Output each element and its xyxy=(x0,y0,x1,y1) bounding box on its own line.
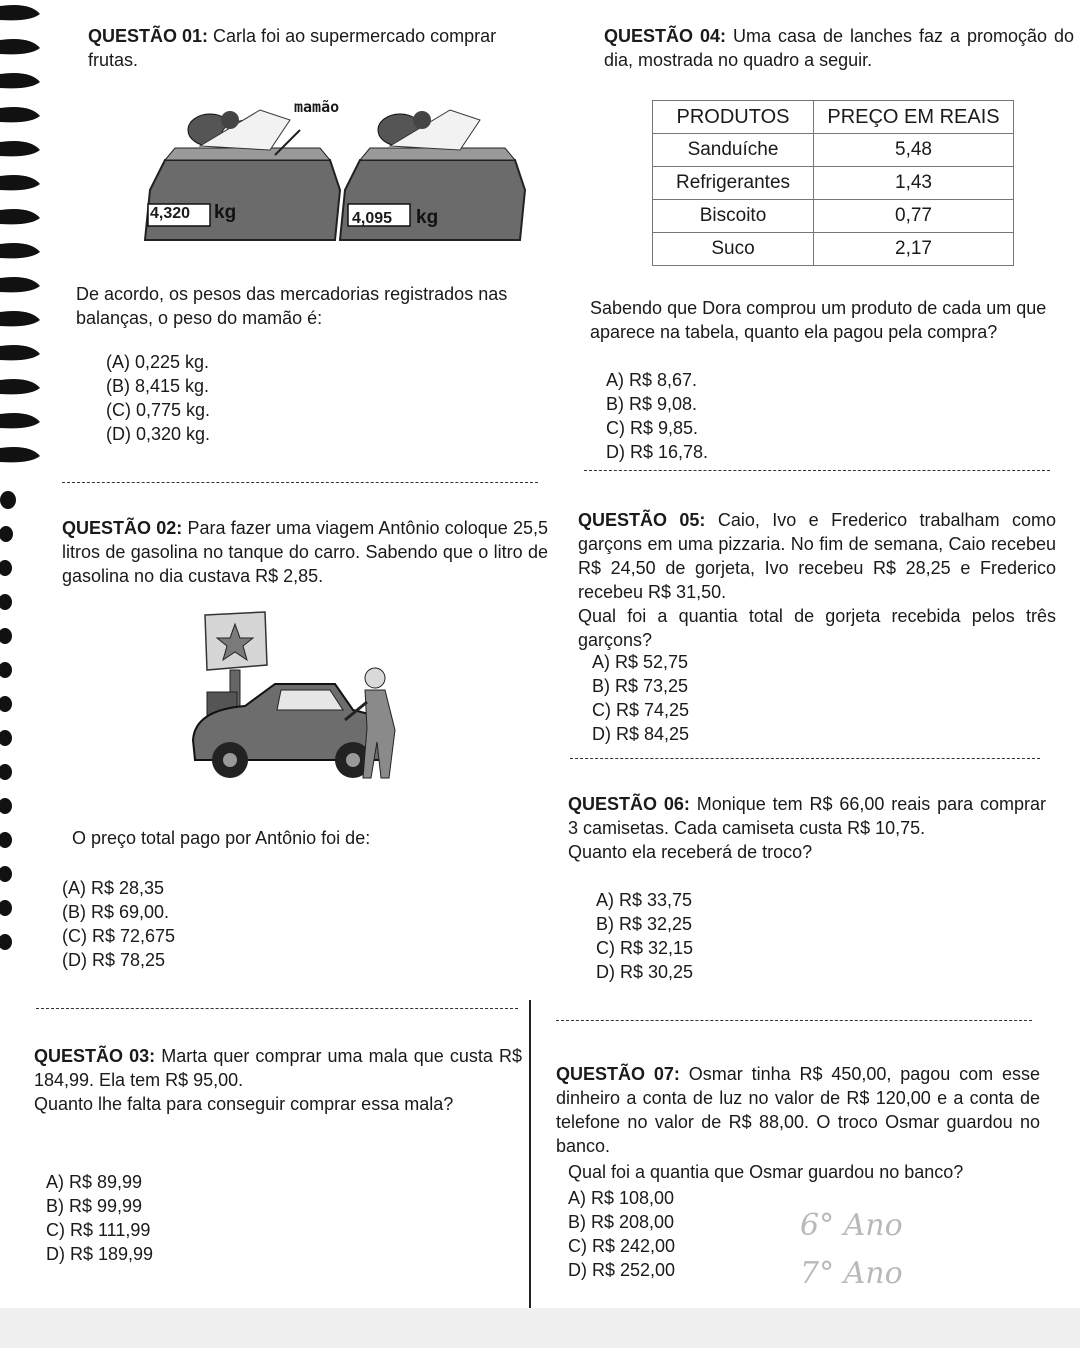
question-7-intro: QUESTÃO 07: Osmar tinha R$ 450,00, pagou com esse dinheiro a conta de luz no valor de R$ 120,00 e a conta de telefone no valor de R$ 88,00. O troco Osmar guardou no banco. xyxy=(556,1064,1040,1156)
question-1-title: QUESTÃO 01: xyxy=(88,26,209,46)
product-price: 5,48 xyxy=(814,134,1014,167)
option-b[interactable]: B) R$ 9,08. xyxy=(606,394,698,414)
option-d[interactable]: D) R$ 30,25 xyxy=(596,962,694,982)
separator xyxy=(570,758,1040,759)
option-b[interactable]: B) R$ 99,99 xyxy=(46,1196,143,1216)
product-price: 1,43 xyxy=(814,167,1014,200)
separator xyxy=(36,1008,518,1009)
question-7-title: QUESTÃO 07: xyxy=(556,1064,680,1084)
question-6 xyxy=(568,792,1046,864)
question-2-prompt: O preço total pago por Antônio foi de: xyxy=(72,828,371,848)
option-c[interactable]: C) R$ 32,15 xyxy=(596,938,694,958)
question-3-title: QUESTÃO 03: xyxy=(34,1046,156,1066)
question-4-title: QUESTÃO 04: xyxy=(604,26,726,46)
question-2-intro: QUESTÃO 02: Para fazer uma viagem Antônio coloque 25,5 litros de gasolina no tanque do carro. Sabendo que o litro de gasolina no dia custava R$ 2,85. xyxy=(62,518,548,586)
option-c[interactable]: C) R$ 74,25 xyxy=(592,700,690,720)
question-6-options xyxy=(596,888,693,984)
table-header-price: PREÇO EM REAIS xyxy=(814,101,1014,134)
scale-right-reading: 4,095 xyxy=(352,210,393,227)
option-d[interactable]: D) R$ 252,00 xyxy=(568,1260,676,1280)
table-row xyxy=(653,200,1014,233)
product-name: Suco xyxy=(653,233,814,266)
products-table xyxy=(652,100,1014,266)
separator xyxy=(556,1020,1032,1021)
question-5-title: QUESTÃO 05: xyxy=(578,510,706,530)
option-d[interactable]: D) R$ 189,99 xyxy=(46,1244,154,1264)
question-6-title: QUESTÃO 06: xyxy=(568,794,690,814)
question-2 xyxy=(62,516,548,588)
option-a[interactable]: A) R$ 33,75 xyxy=(596,890,693,910)
option-b[interactable]: (B) 8,415 kg. xyxy=(106,376,210,396)
gas-station-illustration xyxy=(185,610,415,795)
product-name: Refrigerantes xyxy=(653,167,814,200)
scale-left-unit: kg xyxy=(214,202,237,223)
option-a[interactable]: A) R$ 108,00 xyxy=(568,1188,675,1208)
question-4-intro: QUESTÃO 04: Uma casa de lanches faz a promoção do dia, mostrada no quadro a seguir. xyxy=(604,26,1074,70)
separator xyxy=(584,470,1050,471)
question-6-prompt: Quanto ela receberá de troco? xyxy=(568,842,813,862)
mamao-label: mamão xyxy=(294,98,340,116)
option-a[interactable]: A) R$ 89,99 xyxy=(46,1172,143,1192)
option-a[interactable]: A) R$ 52,75 xyxy=(592,652,689,672)
question-1-options xyxy=(106,350,210,446)
table-row xyxy=(653,167,1014,200)
question-3-intro: QUESTÃO 03: Marta quer comprar uma mala que custa R$ 184,99. Ela tem R$ 95,00. xyxy=(34,1046,522,1090)
question-5-intro: QUESTÃO 05: Caio, Ivo e Frederico trabalham como garçons em uma pizzaria. No fim de semana, Caio recebeu R$ 24,50 de gorjeta, Ivo recebeu R$ 28,25 e Frederico recebeu R$ 31,50. xyxy=(578,510,1056,602)
table-header-row xyxy=(653,101,1014,134)
question-5-options xyxy=(592,650,689,746)
question-3-options xyxy=(46,1170,153,1266)
product-price: 2,17 xyxy=(814,233,1014,266)
option-d[interactable]: (D) 0,320 kg. xyxy=(106,424,211,444)
question-5-prompt: Qual foi a quantia total de gorjeta recebida pelos três garçons? xyxy=(578,606,1056,650)
scale-right-unit: kg xyxy=(416,207,439,228)
option-d[interactable]: D) R$ 16,78. xyxy=(606,442,709,462)
question-1 xyxy=(88,24,508,72)
question-4 xyxy=(604,24,1074,72)
option-d[interactable]: (D) R$ 78,25 xyxy=(62,950,166,970)
question-1-prompt: De acordo, os pesos das mercadorias registrados nas balanças, o peso do mamão é: xyxy=(76,284,508,328)
question-5 xyxy=(578,508,1056,652)
table-row xyxy=(653,134,1014,167)
option-b[interactable]: B) R$ 32,25 xyxy=(596,914,693,934)
option-c[interactable]: C) R$ 242,00 xyxy=(568,1236,676,1256)
question-3 xyxy=(34,1044,522,1116)
option-c[interactable]: C) R$ 9,85. xyxy=(606,418,699,438)
question-7 xyxy=(556,1062,1040,1158)
column-divider xyxy=(529,1000,531,1308)
table-header-products: PRODUTOS xyxy=(653,101,814,134)
question-2-title: QUESTÃO 02: xyxy=(62,518,183,538)
option-c[interactable]: C) R$ 111,99 xyxy=(46,1220,151,1240)
question-3-prompt: Quanto lhe falta para conseguir comprar essa mala? xyxy=(34,1094,454,1114)
question-2-options xyxy=(62,876,175,972)
option-a[interactable]: (A) R$ 28,35 xyxy=(62,878,165,898)
table-row xyxy=(653,233,1014,266)
product-name: Sanduíche xyxy=(653,134,814,167)
option-a[interactable]: (A) 0,225 kg. xyxy=(106,352,210,372)
question-1-intro: QUESTÃO 01: Carla foi ao supermercado comprar frutas. xyxy=(88,26,497,70)
product-name: Biscoito xyxy=(653,200,814,233)
handwritten-note-7-ano: 7° Ano xyxy=(800,1256,903,1291)
option-b[interactable]: (B) R$ 69,00. xyxy=(62,902,170,922)
question-4-prompt: Sabendo que Dora comprou um produto de cada um que aparece na tabela, quanto ela pagou pela compra? xyxy=(590,298,1047,342)
question-6-intro: QUESTÃO 06: Monique tem R$ 66,00 reais para comprar 3 camisetas. Cada camiseta custa R$ 10,75. xyxy=(568,794,1046,838)
question-4-options xyxy=(606,368,708,464)
question-7-options xyxy=(568,1186,675,1282)
question-7-prompt: Qual foi a quantia que Osmar guardou no banco? xyxy=(568,1162,964,1182)
option-b[interactable]: B) R$ 73,25 xyxy=(592,676,689,696)
separator xyxy=(62,482,538,483)
option-c[interactable]: (C) 0,775 kg. xyxy=(106,400,211,420)
handwritten-note-6-ano: 6° Ano xyxy=(800,1208,903,1243)
product-price: 0,77 xyxy=(814,200,1014,233)
option-c[interactable]: (C) R$ 72,675 xyxy=(62,926,176,946)
option-a[interactable]: A) R$ 8,67. xyxy=(606,370,698,390)
scale-left-reading: 4,320 xyxy=(150,205,191,222)
page-bottom-margin xyxy=(0,1308,1080,1348)
option-d[interactable]: D) R$ 84,25 xyxy=(592,724,690,744)
option-b[interactable]: B) R$ 208,00 xyxy=(568,1212,675,1232)
spiral-binding xyxy=(0,0,60,1000)
